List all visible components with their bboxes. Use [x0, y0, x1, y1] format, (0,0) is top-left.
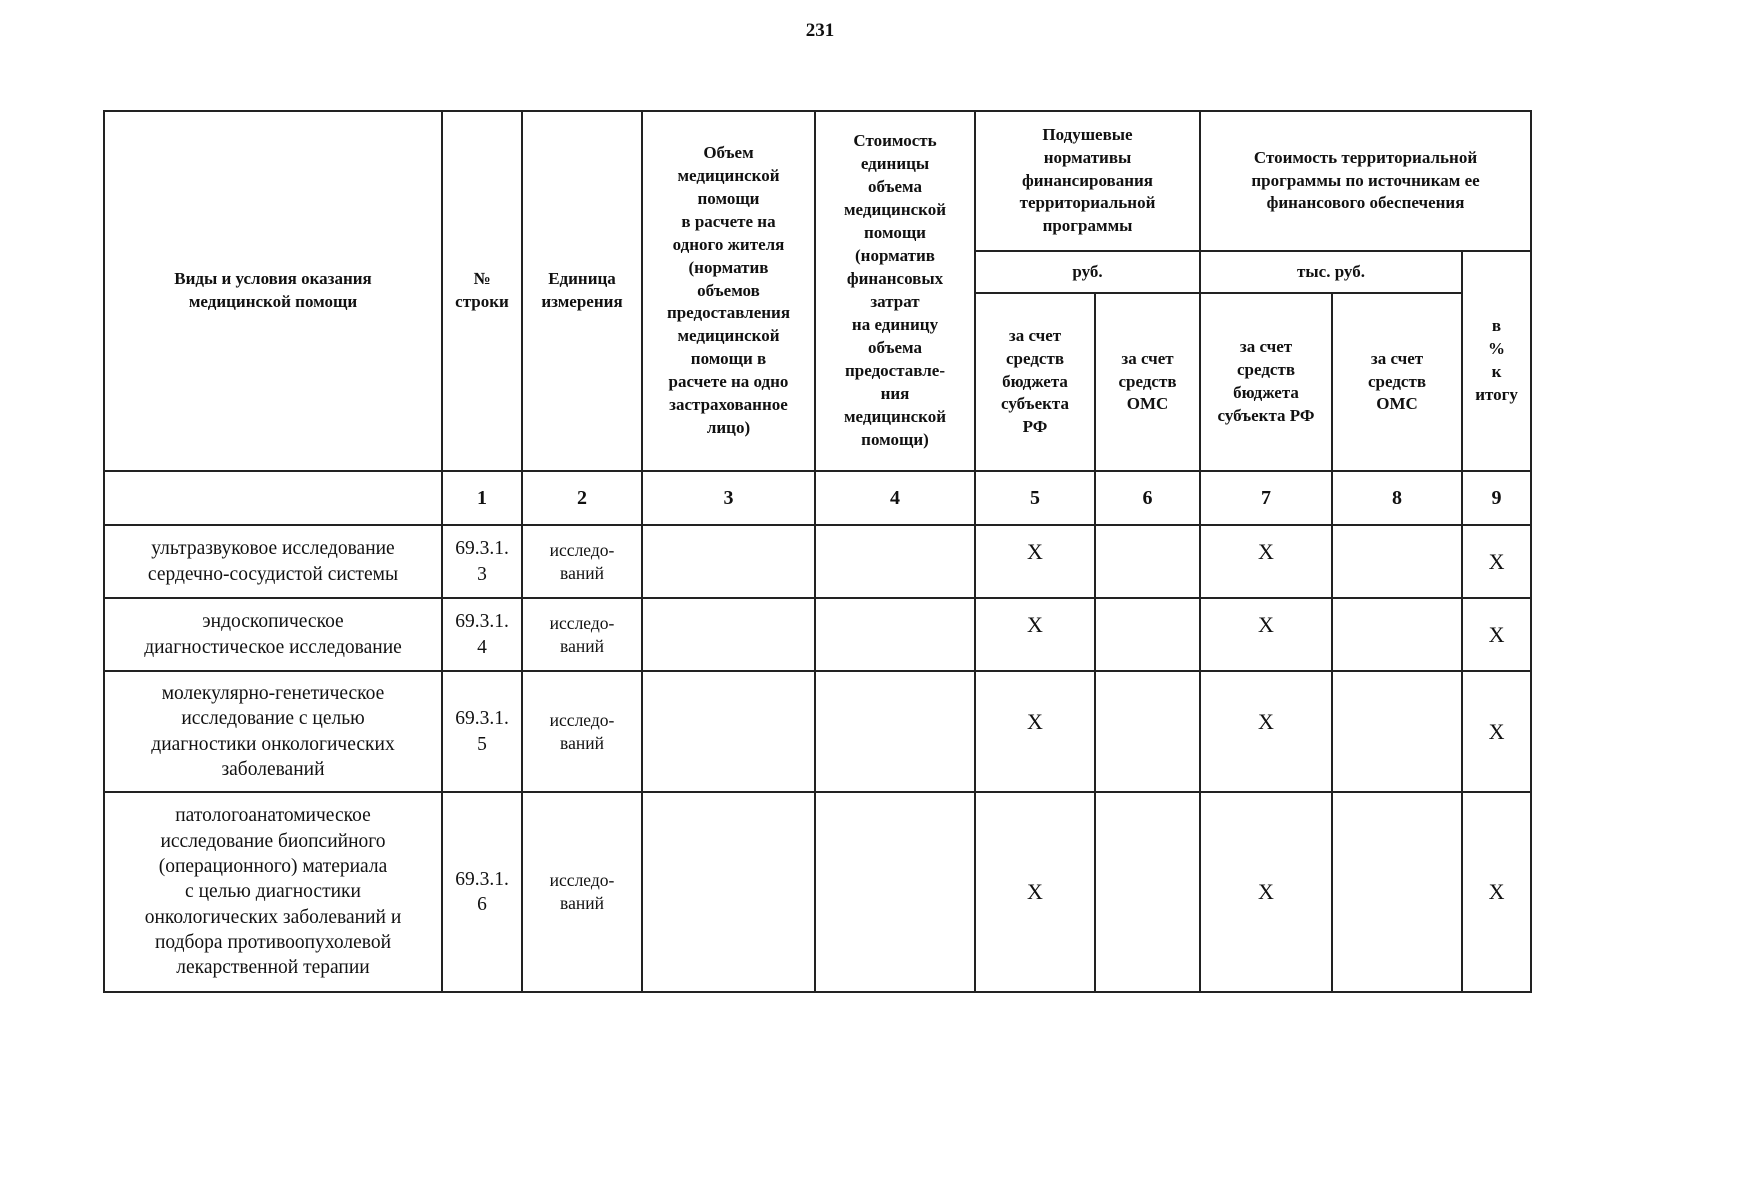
row-cell-6	[1095, 671, 1200, 792]
table-row	[104, 598, 1531, 671]
row-cell-5: Х	[975, 525, 1095, 598]
row-cell-7: Х	[1200, 598, 1332, 671]
header-unit-rub: руб.	[975, 251, 1200, 293]
row-unit: исследо- ваний	[522, 671, 642, 792]
column-number: 5	[975, 471, 1095, 525]
row-unit-cost	[815, 598, 975, 671]
row-cell-7: Х	[1200, 671, 1332, 792]
row-cell-9: Х	[1462, 671, 1531, 792]
header-percent-total: в % к итогу	[1462, 251, 1531, 471]
column-number: 9	[1462, 471, 1531, 525]
header-budget-per-capita: за счет средств бюджета субъекта РФ	[975, 293, 1095, 471]
header-program-cost-group: Стоимость территориальной программы по источникам ее финансового обеспечения	[1200, 111, 1531, 251]
page-number: 231	[805, 20, 835, 41]
row-cell-9: Х	[1462, 598, 1531, 671]
header-unit-thousand-rub: тыс. руб.	[1200, 251, 1462, 293]
row-unit-cost	[815, 525, 975, 598]
row-cell-5: Х	[975, 792, 1095, 992]
row-unit: исследо- ваний	[522, 792, 642, 992]
row-code: 69.3.1. 5	[442, 671, 522, 792]
header-unit: Единица измерения	[522, 111, 642, 471]
row-name: молекулярно-генетическое исследование с целью диагностики онкологических заболеваний	[104, 671, 442, 792]
table-row	[104, 671, 1531, 792]
row-cell-8	[1332, 598, 1462, 671]
row-volume	[642, 598, 815, 671]
column-number: 1	[442, 471, 522, 525]
row-cell-6	[1095, 525, 1200, 598]
row-unit: исследо- ваний	[522, 598, 642, 671]
row-cell-7: Х	[1200, 525, 1332, 598]
row-cell-9: Х	[1462, 792, 1531, 992]
row-unit-cost	[815, 671, 975, 792]
row-name: эндоскопическое диагностическое исследование	[104, 598, 442, 671]
financing-table	[103, 110, 1532, 993]
header-per-capita-group: Подушевые нормативы финансирования территориальной программы	[975, 111, 1200, 251]
column-number: 4	[815, 471, 975, 525]
row-cell-7: Х	[1200, 792, 1332, 992]
column-number: 8	[1332, 471, 1462, 525]
column-number: 3	[642, 471, 815, 525]
row-code: 69.3.1. 4	[442, 598, 522, 671]
row-cell-5: Х	[975, 598, 1095, 671]
table-row	[104, 525, 1531, 598]
row-code: 69.3.1. 6	[442, 792, 522, 992]
header-unit-cost: Стоимость единицы объема медицинской помощи (норматив финансовых затрат на единицу объема предоставле- ния медицинской помощи)	[815, 111, 975, 471]
row-cell-8	[1332, 525, 1462, 598]
header-oms-program: за счет средств ОМС	[1332, 293, 1462, 471]
row-name: ультразвуковое исследование сердечно-сосудистой системы	[104, 525, 442, 598]
row-cell-5: Х	[975, 671, 1095, 792]
row-volume	[642, 792, 815, 992]
row-cell-9: Х	[1462, 525, 1531, 598]
row-cell-8	[1332, 792, 1462, 992]
header-kind: Виды и условия оказания медицинской помощи	[104, 111, 442, 471]
row-volume	[642, 525, 815, 598]
header-volume: Объем медицинской помощи в расчете на одного жителя (норматив объемов предоставления медицинской помощи в расчете на одно застрахованное лицо)	[642, 111, 815, 471]
row-name: патологоанатомическое исследование биопсийного (операционного) материала с целью диагностики онкологических заболеваний и подбора противоопухолевой лекарственной терапии	[104, 792, 442, 992]
column-number: 6	[1095, 471, 1200, 525]
table-row	[104, 792, 1531, 992]
row-cell-8	[1332, 671, 1462, 792]
column-number: 7	[1200, 471, 1332, 525]
row-unit: исследо- ваний	[522, 525, 642, 598]
header-budget-program: за счет средств бюджета субъекта РФ	[1200, 293, 1332, 471]
row-code: 69.3.1. 3	[442, 525, 522, 598]
row-cell-6	[1095, 792, 1200, 992]
row-unit-cost	[815, 792, 975, 992]
header-row-number: № строки	[442, 111, 522, 471]
header-oms-per-capita: за счет средств ОМС	[1095, 293, 1200, 471]
row-volume	[642, 671, 815, 792]
column-number	[104, 471, 442, 525]
row-cell-6	[1095, 598, 1200, 671]
column-number: 2	[522, 471, 642, 525]
